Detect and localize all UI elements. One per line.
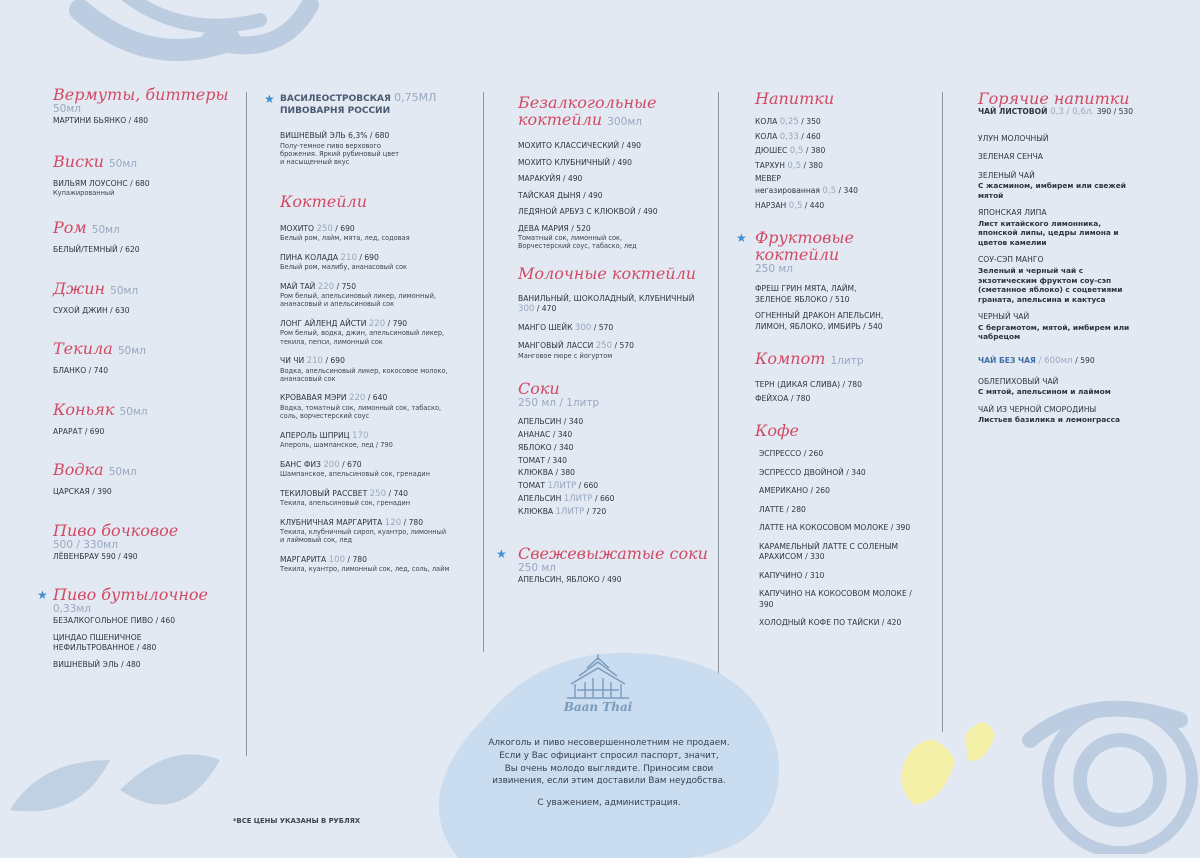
section-vodka	[53, 461, 238, 498]
nonalc-item: ДЕВА МАРИЯ / 520 Томатный сок, лимонный сок, Ворчестерский соус, табаско, лед	[518, 224, 713, 251]
cocktail-item: ПИНА КОЛАДА 210 / 690 Белый ром, малибу, ананасовый сок	[280, 253, 475, 272]
menu-item: КОЛА 0,33 / 460	[755, 131, 821, 142]
section-drinks	[755, 90, 935, 213]
tea-item: ЗЕЛЕНЫЙ ЧАЙ С жасмином, имбирем или свежей мятой	[978, 170, 1126, 200]
coffee-list	[755, 449, 935, 629]
menu-item: МАРТИНИ БЬЯНКО / 480	[53, 116, 149, 125]
cocktail-item: КРОВАВАЯ МЭРИ 220 / 640 Водка, томатный сок, лимонный сок, табаско, соль, ворчестерский соус	[280, 393, 475, 420]
nonalc-list	[518, 141, 713, 251]
menu-item: ХОЛОДНЫЙ КОФЕ ПО ТАЙСКИ / 420	[759, 618, 902, 627]
column-divider	[942, 92, 943, 732]
tea-header: ЧАЙ ЛИСТОВОЙ 0,3 / 0,6л. 390 / 530	[978, 107, 1134, 117]
menu-item: ЭСПРЕССО / 260	[759, 449, 824, 458]
star-icon: ★	[496, 546, 507, 561]
cocktail-item: АПЕРОЛЬ ШПРИЦ 170 Апероль, шампанское, лед / 790	[280, 431, 475, 450]
menu-item: ТОМАТ 1ЛИТР / 660	[518, 481, 599, 492]
menu-item: АПЕЛЬСИН 1ЛИТР / 660	[518, 494, 615, 504]
menu-item: ЭСПРЕССО ДВОЙНОЙ / 340	[759, 467, 866, 477]
section-title: Компот 1литр	[755, 349, 864, 368]
tea-without-tea-list	[978, 377, 1153, 425]
menu-item: ЛЁВЕНБРАУ 590 / 490	[53, 551, 138, 561]
section-title: Соки	[518, 379, 560, 399]
star-icon: ★	[37, 588, 48, 603]
section-title: Фруктовые коктейли	[755, 228, 854, 264]
section-title: Коньяк 50мл	[53, 399, 148, 419]
cocktail-item: МАРГАРИТА 100 / 780 Текила, куантро, лимонный сок, лед, соль, лайм	[280, 555, 475, 574]
column-divider	[718, 92, 719, 682]
section-title: Свежевыжатые соки	[518, 543, 708, 563]
menu-item: БЕЗАЛКОГОЛЬНОЕ ПИВО / 460	[53, 616, 176, 626]
menu-item: АНАНАС / 340	[518, 430, 573, 440]
cocktail-list	[280, 224, 475, 574]
menu-item: АМЕРИКАНО / 260	[759, 486, 830, 495]
section-title: Пиво бутылочное	[53, 585, 208, 605]
section-title: Горячие напитки	[978, 89, 1130, 108]
menu-item: ЛОНГ АЙЛЕНД АЙСТИ 220 / 790	[280, 318, 408, 329]
cocktail-item: МАЙ ТАЙ 220 / 750 Ром белый, апельсиновый ликер, лимонный, ананасовый и апельсиновый сок	[280, 282, 475, 309]
column-divider	[483, 92, 484, 652]
menu-item: ВИШНЕВЫЙ ЭЛЬ / 480	[53, 659, 141, 669]
tea-item: ЯПОНСКАЯ ЛИПА Лист китайского лимонника, японской липы, цедры лимона и цветов камелии	[978, 208, 1119, 247]
menu-item: АРАРАТ / 690	[53, 426, 105, 436]
menu-item: БЕЛЫЙ/ТЕМНЫЙ / 620	[53, 245, 140, 255]
menu-item: ВАНИЛЬНЫЙ, ШОКОЛАДНЫЙ, КЛУБНИЧНЫЙ 300 / 470	[518, 293, 695, 315]
menu-item: КАПУЧИНО / 310	[759, 570, 825, 580]
section-title: Ром 50мл	[53, 218, 120, 238]
column-soft-drinks	[496, 93, 713, 585]
menu-item: ТОМАТ / 340	[518, 455, 567, 465]
section-title: Коктейли	[280, 191, 368, 211]
section-nonalc	[518, 94, 713, 251]
milk-item	[518, 294, 713, 315]
menu-item: МАРАКУЙЯ / 490	[518, 174, 583, 183]
section-tequila	[53, 340, 238, 377]
menu-item: КЛЮКВА 1ЛИТР / 720	[518, 506, 607, 517]
menu-item: АПЕРОЛЬ ШПРИЦ 170	[280, 430, 369, 441]
section-title: Пиво бочковое	[53, 520, 179, 540]
price-footnote: *ВСЕ ЦЕНЫ УКАЗАНЫ В РУБЛЯХ	[233, 817, 361, 825]
milk-item	[518, 323, 713, 334]
juice-list	[518, 416, 713, 518]
menu-item: ДЮШЕС 0,5 / 380	[755, 146, 826, 156]
section-vermouth: Вермуты, биттеры 50мл МАРТИНИ БЬЯНКО / 480	[53, 86, 238, 127]
section-title: Текила 50мл	[53, 339, 146, 359]
cocktail-item: КЛУБНИЧНАЯ МАРГАРИТА 120 / 780 Текила, клубничный сироп, куантро, лимонный и лаймовый сок, лед	[280, 518, 475, 545]
menu-item: АПЕЛЬСИН, ЯБЛОКО / 490	[518, 574, 622, 584]
section-title: Безалкогольные коктейли 300мл	[518, 93, 657, 129]
menu-item: КЛЮКВА / 380	[518, 468, 575, 478]
menu-item: ТАРХУН 0,5 / 380	[755, 160, 823, 171]
star-icon: ★	[736, 231, 747, 245]
menu-item: АПЕЛЬСИН / 340	[518, 417, 584, 427]
section-cocktails	[280, 193, 475, 574]
menu-item: ТЕКИЛОВЫЙ РАССВЕТ 250 / 740	[280, 488, 408, 499]
menu-item: МАРГАРИТА 100 / 780	[280, 554, 367, 565]
menu-item: ТАЙСКАЯ ДЫНЯ / 490	[518, 190, 603, 200]
menu-item: КАПУЧИНО НА КОКОСОВОМ МОЛОКЕ / 390	[759, 589, 912, 609]
menu-item: МОХИТО КЛАССИЧЕСКИЙ / 490	[518, 141, 641, 150]
menu-item: МАНГО ШЕЙК 300 / 570	[518, 322, 614, 333]
milk-item: МАНГОВЫЙ ЛАССИ 250 / 570 Манговое пюре с йогуртом	[518, 341, 713, 360]
section-coffee	[755, 422, 935, 629]
menu-item: МЕВЕР	[755, 174, 781, 183]
section-title: Кофе	[755, 421, 800, 440]
column-spirits	[37, 85, 238, 670]
nonalc-item	[518, 191, 713, 202]
menu-item: КАРАМЕЛЬНЫЙ ЛАТТЕ С СОЛЕНЫМ АРАХИСОМ / 330	[759, 541, 898, 561]
menu-item: ЛАТТЕ / 280	[759, 504, 806, 514]
tea-item: ЗЕЛЕНАЯ СЕНЧА	[978, 152, 1043, 161]
menu-item: ДЕВА МАРИЯ / 520	[518, 223, 591, 233]
drinks-list	[755, 115, 935, 213]
section-fresh: ★ Свежевыжатые соки 250 мл АПЕЛЬСИН, ЯБЛОКО / 490	[518, 545, 713, 586]
menu-item: ЛАТТЕ НА КОКОСОВОМ МОЛОКЕ / 390	[759, 523, 911, 532]
menu-item: БЛАНКО / 740	[53, 366, 109, 376]
nonalc-item	[518, 158, 713, 169]
menu-item: ЦАРСКАЯ / 390	[53, 487, 112, 497]
cocktail-item: БАНС ФИЗ 200 / 670 Шампанское, апельсиновый сок, гренадин	[280, 460, 475, 479]
menu-item: ЯБЛОКО / 340	[518, 442, 574, 452]
menu-item: ВИЛЬЯМ ЛОУСОНС / 680	[53, 178, 150, 188]
cocktail-item: МОХИТО 250 / 690 Белый ром, лайм, мята, лед, содовая	[280, 224, 475, 243]
section-title: Вермуты, биттеры	[53, 85, 229, 104]
menu-item: ЧИ ЧИ 210 / 690	[280, 356, 345, 367]
menu-item: ВИШНЕВЫЙ ЭЛЬ 6,3% / 680	[280, 131, 390, 140]
menu-item: МОХИТО КЛУБНИЧНЫЙ / 490	[518, 157, 632, 167]
section-juices: Соки 250 мл / 1литр АПЕЛЬСИН / 340 АНАНАС / 340 ЯБЛОКО / 340 ТОМАТ / 340 КЛЮКВА / 380 ТОМАТ 1ЛИТР / 660 АПЕЛЬСИН 1ЛИТР / 660 КЛЮКВА 1ЛИТР / 720	[518, 380, 713, 518]
menu-item: ЦИНДАО ПШЕНИЧНОЕ НЕФИЛЬТРОВАННОЕ / 480	[53, 632, 157, 653]
menu-item: ЛЕДЯНОЙ АРБУЗ С КЛЮКВОЙ / 490	[518, 207, 658, 216]
menu-item: МАНГОВЫЙ ЛАССИ 250 / 570	[518, 341, 634, 352]
menu-item: КОЛА 0,25 / 350	[755, 117, 821, 127]
cocktail-item: ТЕКИЛОВЫЙ РАССВЕТ 250 / 740 Текила, апельсиновый сок, гренадин	[280, 489, 475, 508]
logo: Baan Thai	[554, 652, 642, 714]
temple-icon	[563, 652, 633, 700]
menu-item: ФРЕШ ГРИН МЯТА, ЛАЙМ, ЗЕЛЕНОЕ ЯБЛОКО / 510	[755, 284, 857, 304]
section-brewery: ★ ВАСИЛЕОСТРОВСКАЯ 0,75МЛ ПИВОВАРНЯ РОССИИ ВИШНЕВЫЙ ЭЛЬ 6,3% / 680 Полу-темное пиво верхового брожения. Яркий рубиновый цвет и насыщенный вкус	[280, 92, 475, 167]
section-title: Молочные коктейли	[518, 263, 697, 283]
section-title: Напитки	[755, 89, 835, 108]
tea-item: УЛУН МОЛОЧНЫЙ	[978, 133, 1049, 143]
section-cognac	[53, 401, 238, 438]
tea-list	[978, 134, 1153, 343]
section-fruit: ★ Фруктовые коктейли 250 мл ФРЕШ ГРИН МЯТА, ЛАЙМ, ЗЕЛЕНОЕ ЯБЛОКО / 510 ОГНЕННЫЙ ДРАКОН АПЕЛЬСИН, ЛИМОН, ЯБЛОКО, ИМБИРЬ / 540	[755, 229, 935, 332]
milk-list	[518, 294, 713, 360]
column-cocktails	[264, 91, 475, 584]
tea-item: ОБЛЕПИХОВЫЙ ЧАЙ С мятой, апельсином и лаймом	[978, 376, 1111, 397]
section-draft-beer: Пиво бочковое 500 / 330мл ЛЁВЕНБРАУ 590 / 490	[53, 522, 238, 563]
section-gin	[53, 280, 238, 317]
tea-item: ЧЕРНЫЙ ЧАЙ С бергамотом, мятой, имбирем или чабрецом	[978, 312, 1130, 342]
menu-item: БАНС ФИЗ 200 / 670	[280, 459, 362, 470]
menu-item: МАЙ ТАЙ 220 / 750	[280, 281, 357, 292]
menu-item: ФЕЙХОА / 780	[755, 394, 811, 403]
menu-item: негазированная 0,5 / 340	[755, 186, 858, 196]
section-bottle-beer: ★ Пиво бутылочное 0,33мл БЕЗАЛКОГОЛЬНОЕ ПИВО / 460 ЦИНДАО ПШЕНИЧНОЕ НЕФИЛЬТРОВАННОЕ / 480 ВИШНЕВЫЙ ЭЛЬ / 480	[53, 586, 238, 670]
column-hot-drinks	[978, 90, 1153, 433]
column-drinks-coffee	[736, 89, 935, 637]
menu-item: КРОВАВАЯ МЭРИ 220 / 640	[280, 393, 388, 404]
age-notice: Алкоголь и пиво несовершеннолетним не продаем. Если у Вас официант спросил паспорт, значит, Вы очень молодо выглядите. Приносим свои извинения, если этим доставили Вам неудобства. С уважением, администрация.	[488, 738, 730, 809]
section-title: Виски 50мл	[53, 151, 137, 171]
menu-item: ТЕРН (ДИКАЯ СЛИВА) / 780	[755, 380, 862, 389]
menu-item: КЛУБНИЧНАЯ МАРГАРИТА 120 / 780	[280, 517, 424, 528]
menu-item: НАРЗАН 0,5 / 440	[755, 200, 825, 211]
menu-item: ОГНЕННЫЙ ДРАКОН АПЕЛЬСИН, ЛИМОН, ЯБЛОКО, ИМБИРЬ / 540	[755, 311, 884, 331]
menu-item: СУХОЙ ДЖИН / 630	[53, 305, 130, 315]
section-title: Водка 50мл	[53, 460, 137, 480]
star-icon: ★	[264, 92, 275, 106]
section-whisky: Виски 50мл ВИЛЬЯМ ЛОУСОНС / 680 Купажированный	[53, 153, 238, 198]
cocktail-item: ЧИ ЧИ 210 / 690 Водка, апельсиновый ликер, кокосовое молоко, ананасовый сок	[280, 356, 475, 383]
section-title: Джин 50мл	[53, 278, 139, 298]
nonalc-item	[518, 207, 713, 218]
menu-item: ПИНА КОЛАДА 210 / 690	[280, 252, 379, 263]
nonalc-item	[518, 141, 713, 152]
column-divider	[246, 92, 247, 756]
tea-item: ЧАЙ ИЗ ЧЕРНОЙ СМОРОДИНЫ Листьев базилика и лемонграсса	[978, 404, 1120, 425]
cocktail-item: ЛОНГ АЙЛЕНД АЙСТИ 220 / 790 Ром белый, водка, джин, апельсиновый ликер, текила, пепси, лимонный сок	[280, 319, 475, 346]
tea-item: СОУ-СЭП МАНГО Зеленый и черный чай с экзотическим фруктом соу-сэп (сметанное яблоко) с соцветиями граната, апельсина и кактуса	[978, 255, 1123, 304]
menu-item: МОХИТО 250 / 690	[280, 223, 355, 234]
section-milk	[518, 265, 713, 360]
section-rum	[53, 219, 238, 256]
tea-header: ЧАЙ БЕЗ ЧАЯ / 600мл / 590	[978, 356, 1095, 367]
section-compote	[755, 350, 935, 406]
nonalc-item	[518, 174, 713, 185]
